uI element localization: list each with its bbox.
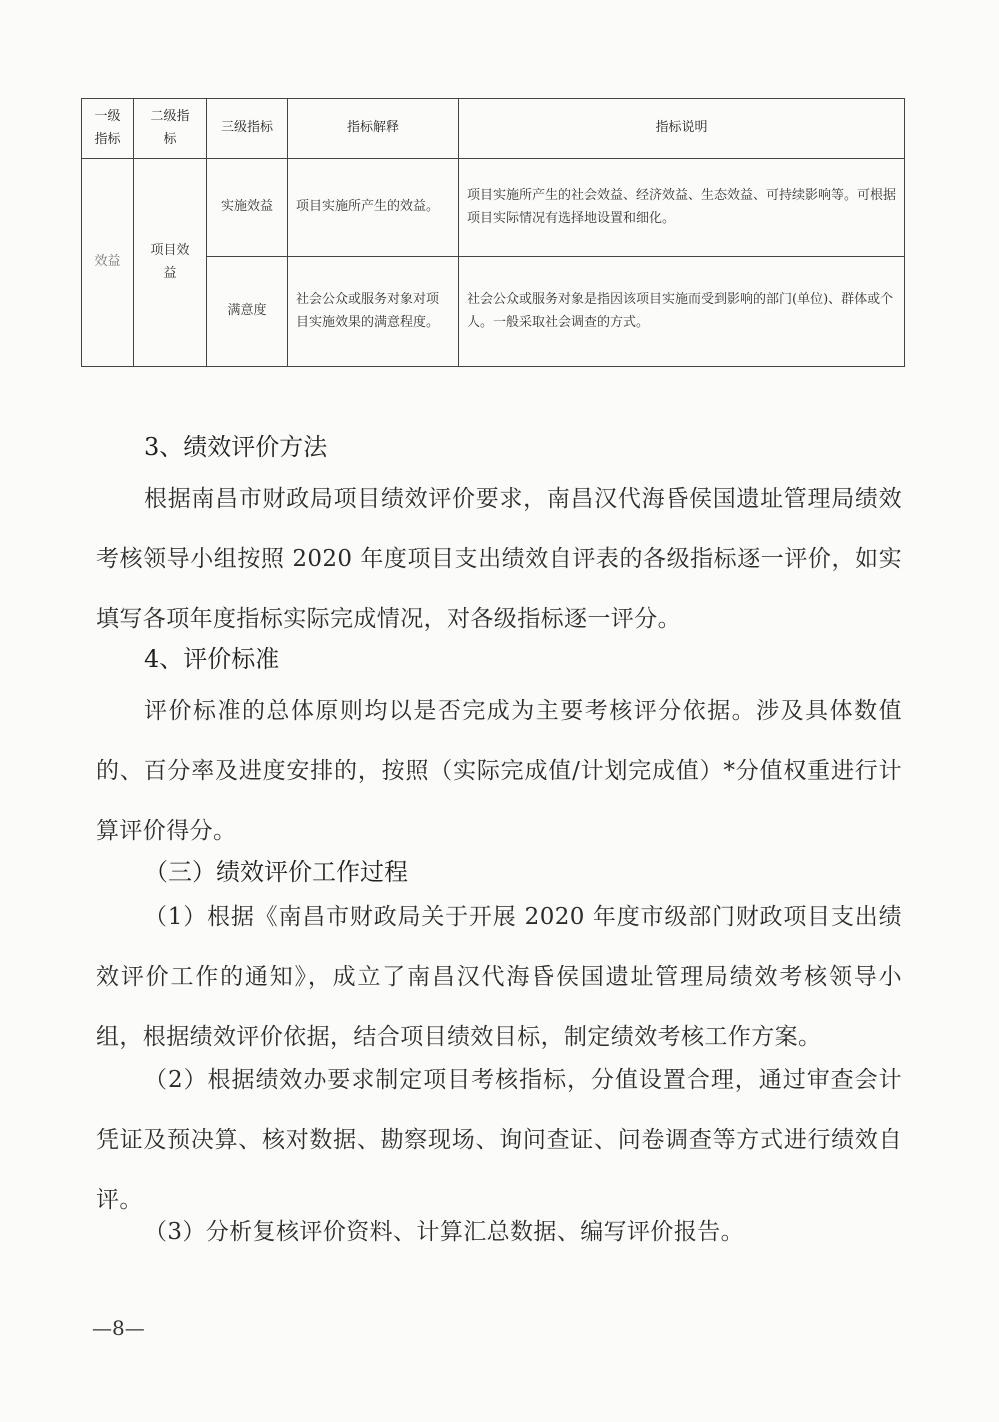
section-heading-process: （三）绩效评价工作过程	[144, 858, 408, 886]
header-description: 指标说明	[459, 99, 905, 159]
indicator-table	[81, 98, 905, 367]
cell-explanation: 项目实施所产生的效益。	[288, 159, 459, 257]
cell-description: 社会公众或服务对象是指因该项目实施而受到影响的部门(单位)、群体或个人。一般采取社会调查的方式。	[459, 257, 905, 367]
table-row	[82, 159, 905, 257]
paragraph-process-2: （2）根据绩效办要求制定项目考核指标，分值设置合理，通过审查会计凭证及预决算、核对数据、勘察现场、询问查证、问卷调查等方式进行绩效自评。	[96, 1067, 902, 1213]
header-level3: 三级指标	[207, 99, 288, 159]
header-level1: 一级指标	[82, 99, 134, 159]
cell-description: 项目实施所产生的社会效益、经济效益、生态效益、可持续影响等。可根据项目实际情况有选择地设置和细化。	[459, 159, 905, 257]
paragraph-process-3: （3）分析复核评价资料、计算汇总数据、编写评价报告。	[144, 1219, 745, 1245]
section-heading-method: 3、绩效评价方法	[144, 433, 328, 461]
paragraph-method: 根据南昌市财政局项目绩效评价要求，南昌汉代海昏侯国遗址管理局绩效考核领导小组按照 2020 年度项目支出绩效自评表的各级指标逐一评价，如实填写各项年度指标实际完成情况，对各级指标逐一评分。	[96, 486, 902, 632]
section-heading-standard: 4、评价标准	[144, 645, 280, 673]
cell-level3: 满意度	[207, 257, 288, 367]
header-level2: 二级指标	[134, 99, 207, 159]
cell-level1: 效益	[82, 159, 134, 367]
paragraph-standard: 评价标准的总体原则均以是否完成为主要考核评分依据。涉及具体数值的、百分率及进度安排的，按照（实际完成值/计划完成值）*分值权重进行计算评价得分。	[96, 698, 902, 844]
header-explanation: 指标解释	[288, 99, 459, 159]
paragraph-process-1: （1）根据《南昌市财政局关于开展 2020 年度市级部门财政项目支出绩效评价工作的通知》，成立了南昌汉代海昏侯国遗址管理局绩效考核领导小组，根据绩效评价依据，结合项目绩效目标，制定绩效考核工作方案。	[96, 904, 902, 1050]
cell-explanation: 社会公众或服务对象对项目实施效果的满意程度。	[288, 257, 459, 367]
cell-level3: 实施效益	[207, 159, 288, 257]
table-header-row	[82, 99, 905, 159]
page-number: —8—	[92, 1316, 145, 1340]
cell-level2: 项目效益	[134, 159, 207, 367]
